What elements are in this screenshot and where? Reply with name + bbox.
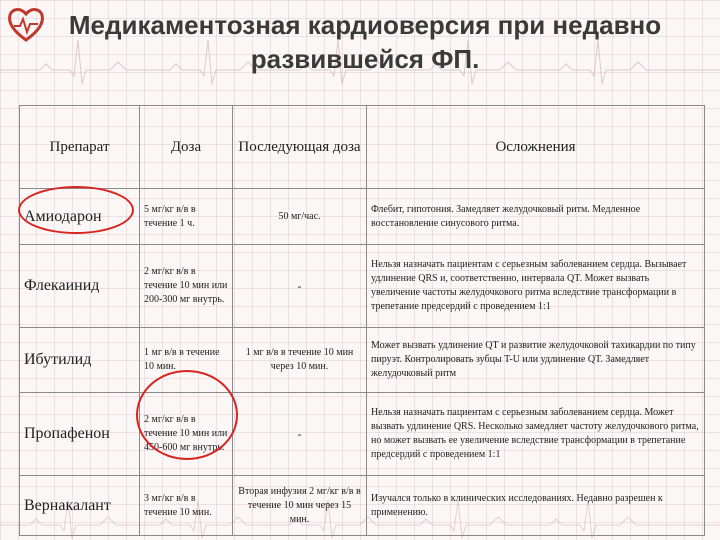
page-title: Медикаментозная кардиоверсия при недавно развившейся ФП. <box>68 10 662 74</box>
dose-cell: 3 мг/кг в/в в течение 10 мин. <box>140 476 233 536</box>
drug-name: Амиодарон <box>20 189 140 245</box>
dose-cell: 2 мг/кг в/в в течение 10 мин или 200-300 мг внутрь. <box>140 245 233 328</box>
complications-cell: Изучался только в клинических исследованиях. Недавно разрешен к применению. <box>367 476 705 536</box>
dose-cell: 5 мг/кг в/в в течение 1 ч. <box>140 189 233 245</box>
next-dose-cell: - <box>233 245 367 328</box>
table-row <box>20 476 705 536</box>
drug-table <box>19 105 705 536</box>
dose-cell: 2 мг/кг в/в в течение 10 мин или 450-600 мг внутрь. <box>140 393 233 476</box>
table-row <box>20 393 705 476</box>
complications-cell: Нельзя назначать пациентам с серьезным заболеванием сердца. Может вызвать удлинение QRS. Несколько замедляет частоту желудочкового ритма, но может вызвать ее увеличение вследствие трансформации в трепетание предсердий с проведением 1:1 <box>367 393 705 476</box>
header-drug: Препарат <box>20 106 140 189</box>
header-complications: Осложнения <box>367 106 705 189</box>
drug-name: Ибутилид <box>20 328 140 393</box>
header-next-dose: Последующая доза <box>233 106 367 189</box>
drug-name: Флекаинид <box>20 245 140 328</box>
table-header-row <box>20 106 705 189</box>
drug-name: Пропафенон <box>20 393 140 476</box>
next-dose-cell: - <box>233 393 367 476</box>
next-dose-cell: Вторая инфузия 2 мг/кг в/в в течение 10 мин через 15 мин. <box>233 476 367 536</box>
table-row <box>20 328 705 393</box>
complications-cell: Флебит, гипотония. Замедляет желудочковый ритм. Медленное восстановление синусового ритма. <box>367 189 705 245</box>
complications-cell: Нельзя назначать пациентам с серьезным заболеванием сердца. Вызывает удлинение QRS и, соответственно, интервала QT. Может вызвать увеличение частоты желудочкового ритма вследствие трансформации в трепетание предсердий с проведением 1:1 <box>367 245 705 328</box>
next-dose-cell: 50 мг/час. <box>233 189 367 245</box>
drug-name: Вернакалант <box>20 476 140 536</box>
complications-cell: Может вызвать удлинение QT и развитие желудочковой тахикардии по типу пируэт. Контролировать зубцы T-U или удлинение QT. Замедляет желудочковый ритм <box>367 328 705 393</box>
table-row <box>20 245 705 328</box>
next-dose-cell: 1 мг в/в в течение 10 мин через 10 мин. <box>233 328 367 393</box>
header-dose: Доза <box>140 106 233 189</box>
table-row <box>20 189 705 245</box>
dose-cell: 1 мг в/в в течение 10 мин. <box>140 328 233 393</box>
